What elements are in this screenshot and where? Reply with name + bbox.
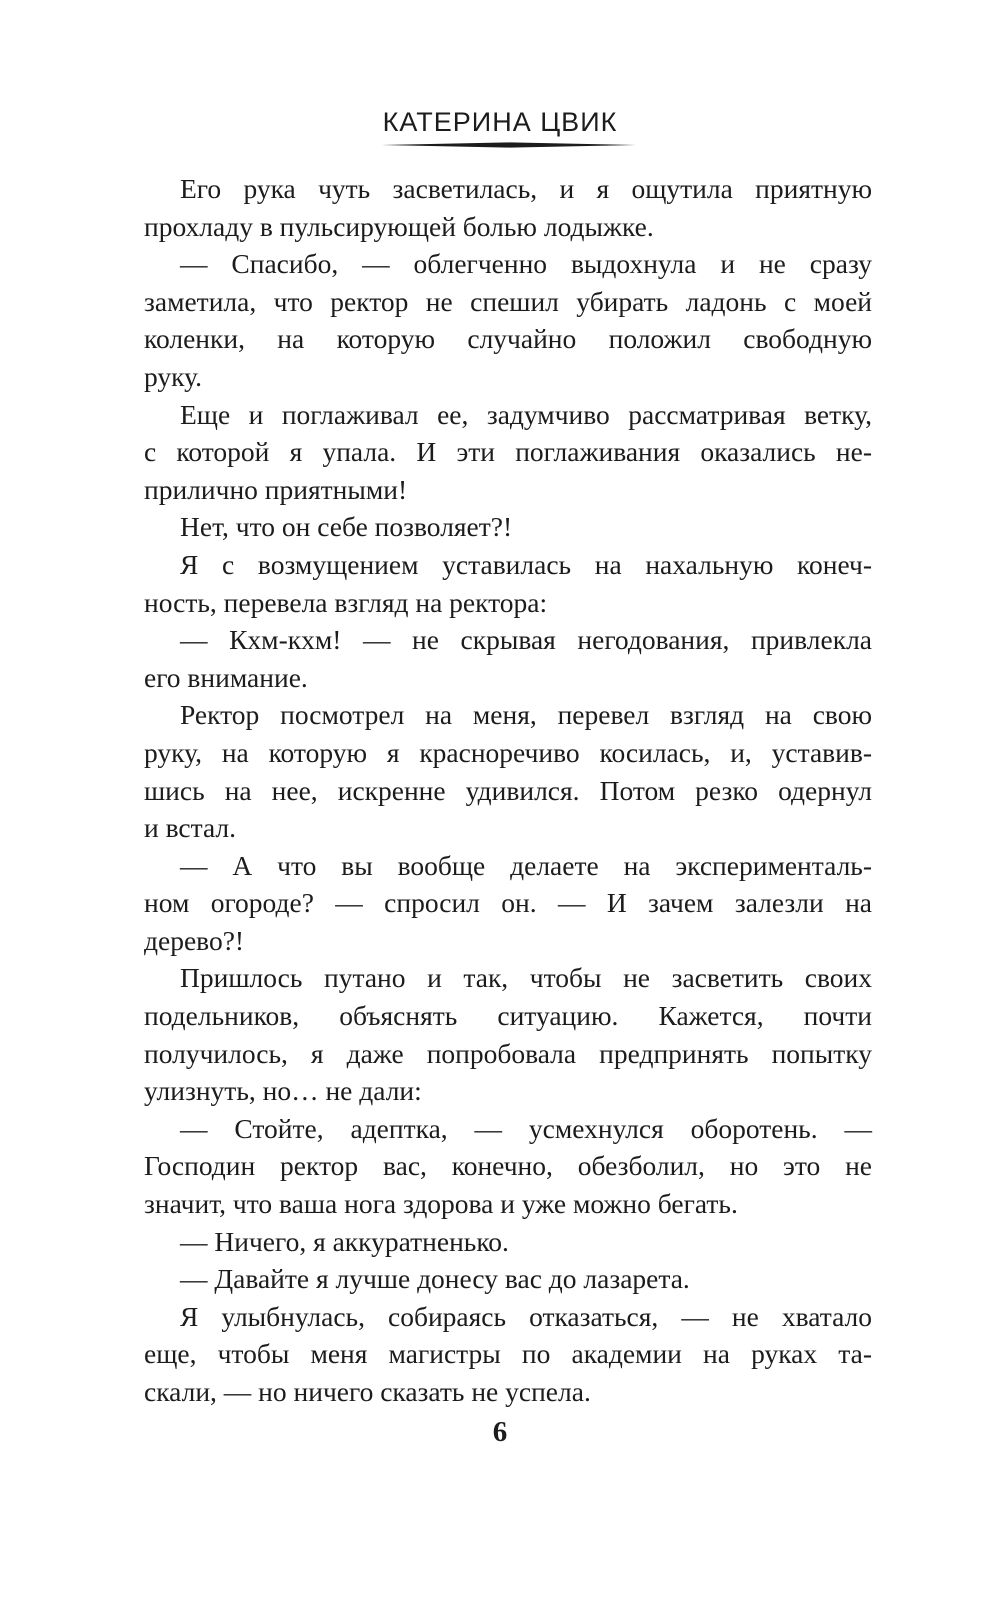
text-line: руку, на которую я красноречиво косилась, и, уставив- [144,736,872,768]
text-line: значит, что ваша нога здорова и уже можно бегать. [144,1188,738,1220]
text-line: скали, — но ничего сказать не успела. [144,1376,591,1407]
text-line: — Стойте, адептка, — усмехнулся оборотень. — [180,1112,872,1144]
text-line: — А что вы вообще делаете на эксперименталь- [180,849,872,881]
text-line: Его рука чуть засветилась, и я ощутила приятную [180,173,872,204]
text-line: Я улыбнулась, собираясь отказаться, — не хватало [180,1300,872,1332]
text-line: ность, перевела взгляд на ректора: [144,586,548,618]
text-line: шись на нее, искренне удивился. Потом резко одернул [144,774,872,806]
text-line: и встал. [144,812,237,844]
text-line: прилично приятными! [144,473,408,505]
text-line: еще, чтобы меня магистры по академии на руках та- [144,1338,872,1370]
text-line: Пришлось путано и так, чтобы не засветить своих [180,962,872,994]
text-line: Господин ректор вас, конечно, обезболил, но это не [144,1150,872,1182]
text-line: с которой я упала. И эти поглаживания оказались не- [144,436,872,468]
body-text [144,170,872,1411]
text-line: Ректор посмотрел на меня, перевел взгляд на свою [180,699,872,731]
text-line: Нет, что он себе позволяет?! [180,511,513,543]
text-line: — Давайте я лучше донесу вас до лазарета. [180,1263,690,1295]
running-head-author: КАТЕРИНА ЦВИК [382,107,618,137]
text-line: коленки, на которую случайно положил свободную [144,323,872,355]
text-line: его внимание. [144,661,308,693]
text-line: получилось, я даже попробовала предпринять попытку [144,1037,872,1069]
text-line: — Ничего, я аккуратненько. [180,1225,509,1257]
text-line: дерево?! [144,924,245,956]
text-line: Я с возмущением уставилась на нахальную конеч- [180,548,872,580]
text-line: — Кхм-кхм! — не скрывая негодования, привлекла [180,624,872,656]
text-line: улизнуть, но… не дали: [144,1075,422,1107]
header-rule [382,142,638,148]
text-line: руку. [144,360,202,392]
text-line: прохладу в пульсирующей болью лодыжке. [144,210,654,242]
text-line: — Спасибо, — облегченно выдохнула и не сразу [180,248,872,280]
text-line: заметила, что ректор не спешил убирать ладонь с моей [144,285,872,317]
page-number: 6 [492,1416,508,1448]
text-line: подельников, объяснять ситуацию. Кажется, почти [144,1000,872,1032]
text-line: ном огороде? — спросил он. — И зачем залезли на [144,887,872,919]
text-line: Еще и поглаживал ее, задумчиво рассматривая ветку, [180,398,872,430]
